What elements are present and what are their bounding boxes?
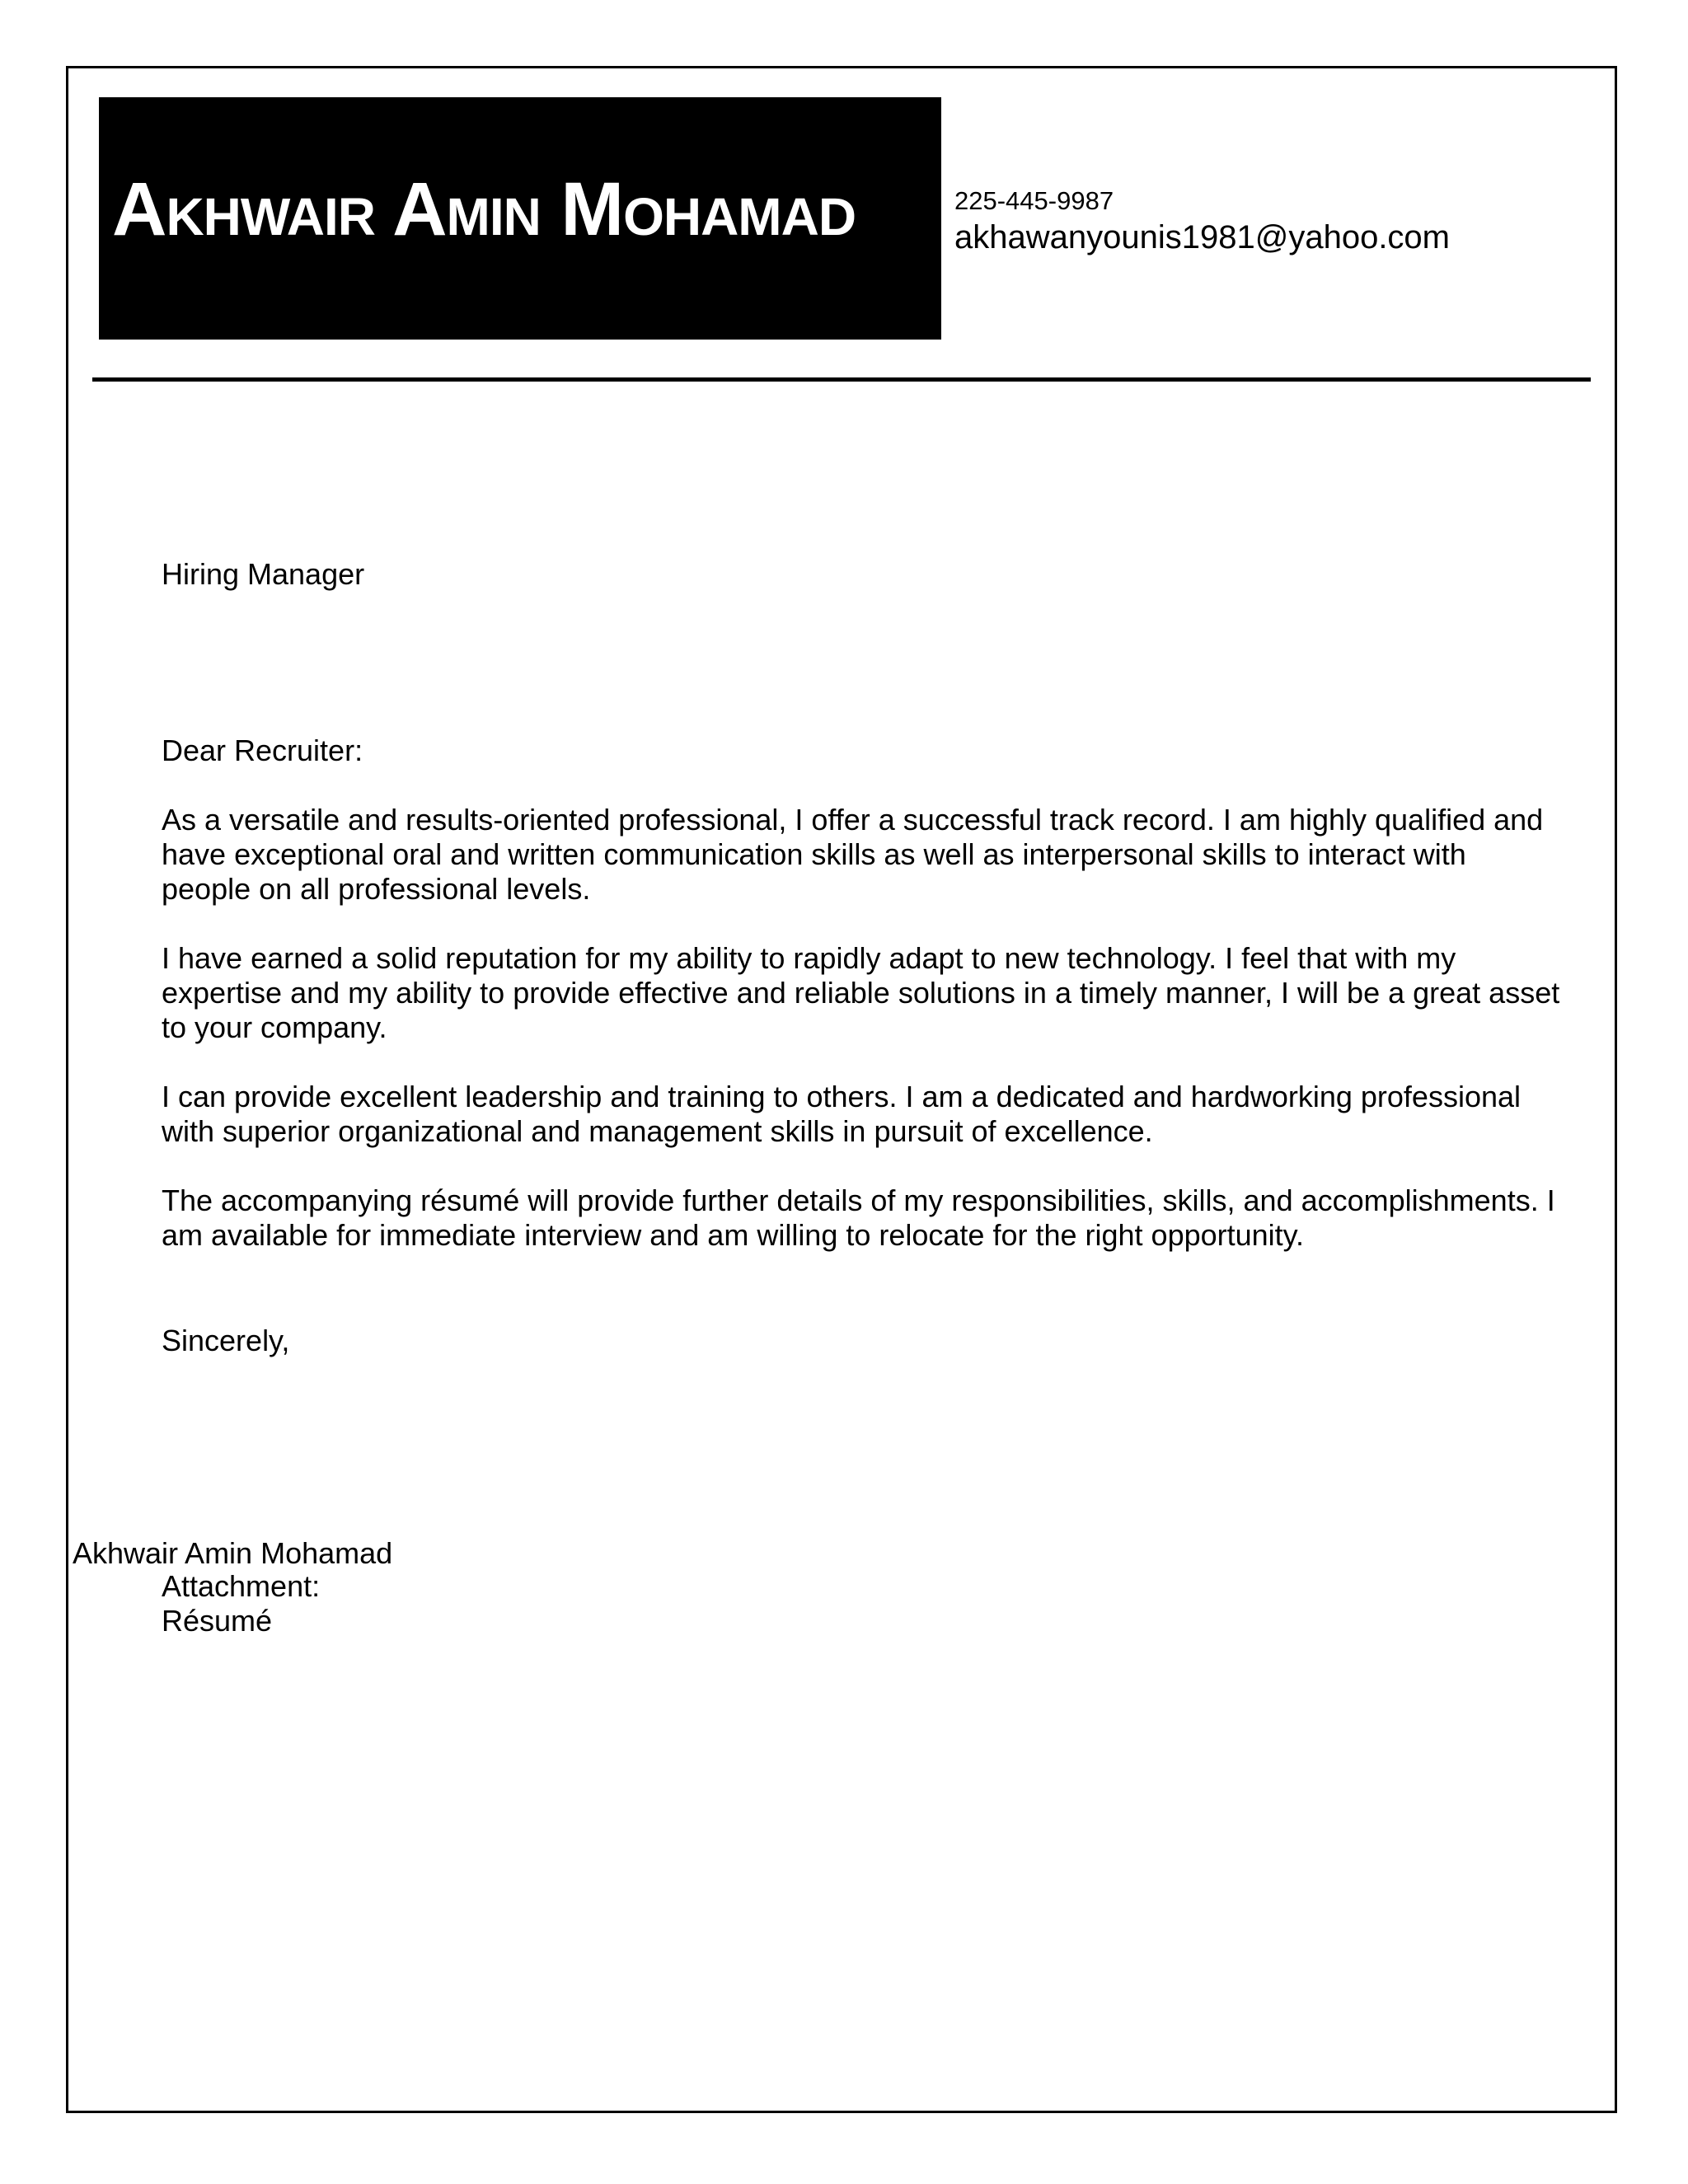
salutation: Dear Recruiter:	[162, 733, 363, 767]
body-paragraph	[162, 803, 1563, 907]
paragraph-text: As a versatile and results-oriented professional, I offer a successful track record. I am highly qualified and have exceptional oral and written communication skills as well as interpersonal skills to interact with people on all professional levels.	[162, 803, 1544, 906]
phone-number: 225-445-9987	[954, 186, 1114, 215]
header-divider	[92, 377, 1591, 382]
paragraph-text: The accompanying résumé will provide further details of my responsibilities, skills, and accomplishments. I am available for immediate interview and am willing to relocate for the right opportunity.	[162, 1183, 1555, 1252]
paragraph-text: I can provide excellent leadership and training to others. I am a dedicated and hardworking professional with superior organizational and management skills in pursuit of excellence.	[162, 1080, 1522, 1148]
paragraph-text: I have earned a solid reputation for my ability to rapidly adapt to new technology. I feel that with my expertise and my ability to provide effective and reliable solutions in a timely manner, I will be a great asset to your company.	[162, 941, 1560, 1044]
applicant-name: Akhwair Amin Mohamad	[112, 166, 856, 251]
body-paragraph	[162, 941, 1563, 1045]
signature-name: Akhwair Amin Mohamad	[73, 1536, 393, 1570]
attachment-label: Attachment:	[162, 1569, 321, 1603]
email-address: akhawanyounis1981@yahoo.com	[954, 219, 1450, 255]
body-paragraph	[162, 1080, 1563, 1149]
contact-info	[954, 185, 1450, 257]
recipient: Hiring Manager	[162, 557, 365, 591]
attachment-item: Résumé	[162, 1604, 273, 1638]
closing: Sincerely,	[162, 1324, 290, 1357]
body-paragraph	[162, 1183, 1563, 1253]
name-banner	[99, 97, 941, 340]
